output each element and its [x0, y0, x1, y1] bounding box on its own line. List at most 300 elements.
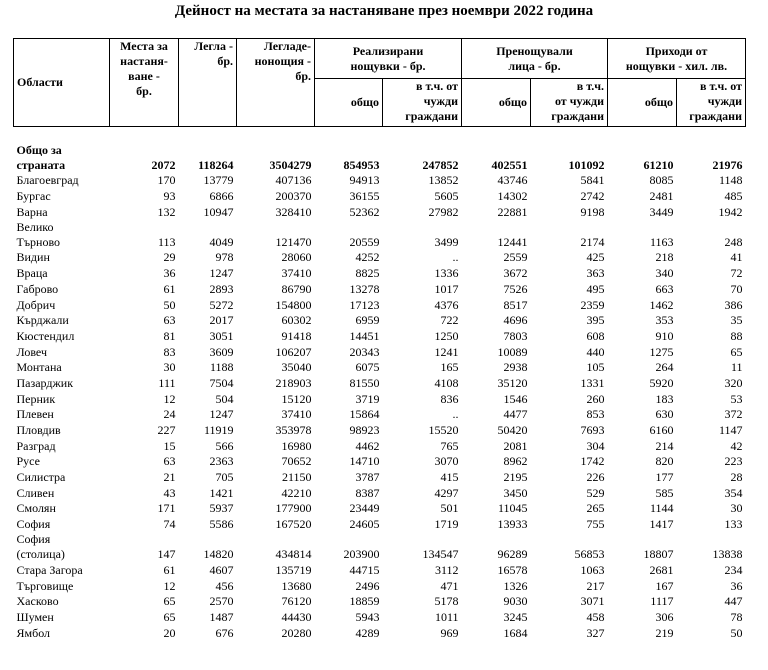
table-cell: 705 — [215, 470, 234, 485]
table-row — [14, 297, 746, 313]
region-name: София — [16, 517, 51, 532]
header-nights-total: общо — [315, 79, 383, 127]
table-cell: 14451 — [349, 328, 380, 343]
table-cell: 1011 — [434, 609, 459, 624]
table-cell: 978 — [215, 250, 234, 265]
table-cell: 27982 — [428, 204, 459, 219]
table-cell: 407136 — [275, 173, 312, 188]
table-cell: 183 — [655, 391, 674, 406]
table-cell: 106207 — [275, 344, 312, 359]
table-cell: 8962 — [503, 454, 528, 469]
table-cell: 2081 — [503, 438, 528, 453]
table-cell: 1241 — [434, 344, 459, 359]
table-cell: 44715 — [349, 562, 380, 577]
table-cell: 5841 — [580, 173, 605, 188]
table-cell: 969 — [440, 625, 459, 640]
table-cell: 218 — [655, 250, 674, 265]
region-name: Добрич — [16, 297, 56, 312]
table-cell: 2072 — [151, 157, 176, 172]
table-cell: 43 — [163, 485, 176, 500]
table-cell: 485 — [724, 189, 743, 204]
table-cell: 304 — [586, 438, 605, 453]
table-cell: 63 — [163, 313, 176, 328]
table-cell: .. — [452, 407, 459, 422]
table-cell: 12441 — [497, 234, 528, 249]
table-cell: 4477 — [503, 407, 528, 422]
table-cell: 566 — [215, 438, 234, 453]
table-cell: 101092 — [568, 157, 605, 172]
table-row — [14, 438, 746, 454]
table-cell: 471 — [440, 578, 459, 593]
table-cell: 203900 — [343, 547, 380, 562]
table-cell: 6866 — [209, 189, 234, 204]
region-name: Търговище — [16, 578, 74, 593]
table-cell: 61 — [163, 281, 176, 296]
table-cell: 227 — [157, 423, 176, 437]
table-cell: 676 — [215, 625, 234, 640]
table-row — [14, 578, 746, 594]
table-cell: 2481 — [649, 189, 674, 204]
region-name: Кърджали — [16, 313, 69, 328]
page-title: Дейност на местата за настаняване през ноември 2022 година — [174, 3, 594, 19]
table-cell: 1421 — [209, 485, 234, 500]
table-cell: 165 — [440, 360, 459, 375]
table-cell: 363 — [586, 266, 605, 281]
table-cell: 7693 — [580, 423, 605, 437]
table-cell: 1742 — [580, 454, 605, 469]
region-name: Благоевград — [16, 173, 79, 188]
table-cell: 4049 — [209, 234, 234, 249]
table-cell: 1063 — [580, 562, 605, 577]
table-cell: 70 — [730, 281, 743, 296]
table-cell: 23449 — [349, 501, 380, 516]
table-cell: 1247 — [209, 266, 234, 281]
region-name: Враца — [16, 266, 48, 281]
table-cell: 3499 — [434, 234, 459, 249]
table-cell: 11 — [730, 360, 743, 375]
table-cell: 94913 — [349, 173, 380, 188]
table-cell: 3112 — [434, 562, 459, 577]
table-cell: 2195 — [503, 470, 528, 485]
table-cell: 1147 — [718, 423, 743, 437]
table-cell: 21 — [163, 470, 176, 485]
table-cell: 218903 — [275, 375, 312, 390]
table-cell: 265 — [586, 501, 605, 516]
table-cell: 170 — [157, 173, 176, 188]
header-bednights: Легладе- нонощия - бр. — [237, 39, 315, 127]
table-cell: 72 — [730, 266, 743, 281]
table-cell: 14710 — [349, 454, 380, 469]
table-cell: 8825 — [355, 266, 380, 281]
table-cell: 2017 — [209, 313, 234, 328]
table-cell: 18807 — [643, 547, 674, 562]
table-cell: 42210 — [281, 485, 312, 500]
table-cell: 20280 — [281, 625, 312, 640]
table-cell: 3070 — [434, 454, 459, 469]
table-cell: 354 — [724, 485, 743, 500]
region-name: Плевен — [16, 407, 54, 422]
table-cell: 2496 — [355, 578, 380, 593]
table-cell: 96289 — [497, 547, 528, 562]
table-cell: 81550 — [349, 375, 380, 390]
table-cell: 60302 — [281, 313, 312, 328]
table-cell: 5178 — [434, 594, 459, 609]
table-cell: 133 — [724, 517, 743, 532]
table-cell: 1546 — [503, 391, 528, 406]
table-cell: 3504279 — [269, 157, 312, 172]
table-cell: 3245 — [503, 609, 528, 624]
table-cell: 755 — [586, 517, 605, 532]
table-row — [14, 375, 746, 391]
header-persons-total: общо — [462, 79, 531, 127]
table-cell: 44430 — [281, 609, 312, 624]
table-row — [14, 188, 746, 204]
table-cell: 854953 — [343, 157, 380, 172]
table-cell: 7504 — [209, 375, 234, 390]
table-cell: 121470 — [275, 234, 312, 249]
table-cell: 9198 — [580, 204, 605, 219]
region-name: Стара Загора — [16, 562, 83, 577]
region-name: Пловдив — [16, 423, 61, 437]
table-cell: 12 — [163, 391, 176, 406]
table-cell: 3450 — [503, 485, 528, 500]
table-cell: 214 — [655, 438, 674, 453]
table-cell: 1462 — [649, 297, 674, 312]
table-row — [14, 609, 746, 625]
table-cell: 43746 — [497, 173, 528, 188]
table-cell: 1326 — [503, 578, 528, 593]
region-name: Шумен — [16, 609, 54, 624]
table-cell: 3051 — [209, 328, 234, 343]
table-cell: 86790 — [281, 281, 312, 296]
table-cell: 24 — [163, 407, 176, 422]
table-cell: 15 — [163, 438, 176, 453]
region-name: Общо за страната — [16, 142, 66, 172]
table-row — [14, 220, 746, 250]
table-cell: 663 — [655, 281, 674, 296]
table-cell: 50 — [163, 297, 176, 312]
table-cell: 2742 — [580, 189, 605, 204]
region-name: Ямбол — [16, 625, 51, 640]
table-cell: 217 — [586, 578, 605, 593]
table-cell: 21150 — [281, 470, 312, 485]
region-name: Монтана — [16, 360, 62, 375]
table-cell: 2681 — [649, 562, 674, 577]
table-cell: 5943 — [355, 609, 380, 624]
table-cell: 425 — [586, 250, 605, 265]
header-beds: Легла - бр. — [179, 39, 237, 127]
table-row — [14, 360, 746, 376]
table-row — [14, 344, 746, 360]
table-cell: 529 — [586, 485, 605, 500]
table-cell: 132 — [157, 204, 176, 219]
table-cell: 1163 — [649, 234, 674, 249]
table-cell: 440 — [586, 344, 605, 359]
table-cell: 4462 — [355, 438, 380, 453]
table-cell: 29 — [163, 250, 176, 265]
table-cell: 28 — [730, 470, 743, 485]
table-cell: 98923 — [349, 423, 380, 437]
table-cell: 1719 — [434, 517, 459, 532]
table-row — [14, 501, 746, 517]
table-cell: 13838 — [712, 547, 743, 562]
table-cell: 171 — [157, 501, 176, 516]
region-name: Пазарджик — [16, 375, 74, 390]
table-cell: 16578 — [497, 562, 528, 577]
table-cell: 1117 — [650, 594, 674, 609]
table-cell: 83 — [163, 344, 176, 359]
table-cell: 10947 — [203, 204, 234, 219]
table-cell: 36 — [730, 578, 743, 593]
table-cell: 13680 — [281, 578, 312, 593]
table-cell: 1336 — [434, 266, 459, 281]
table-cell: 434814 — [275, 547, 312, 562]
table-cell: 458 — [586, 609, 605, 624]
table-cell: 495 — [586, 281, 605, 296]
table-cell: 105 — [586, 360, 605, 375]
header-region: Области — [14, 39, 110, 127]
table-cell: 1684 — [503, 625, 528, 640]
table-cell: 147 — [157, 547, 176, 562]
table-row — [14, 204, 746, 220]
table-row — [14, 562, 746, 578]
table-cell: 42 — [730, 438, 743, 453]
table-cell: 30 — [730, 501, 743, 516]
table-cell: 264 — [655, 360, 674, 375]
table-cell: 4376 — [434, 297, 459, 312]
table-cell: 1275 — [649, 344, 674, 359]
table-cell: 177 — [655, 470, 674, 485]
table-cell: 6160 — [649, 423, 674, 437]
table-cell: 247852 — [422, 157, 459, 172]
table-cell: 74 — [163, 517, 176, 532]
table-row — [14, 173, 746, 189]
region-name: Бургас — [16, 189, 51, 204]
table-cell: 3719 — [355, 391, 380, 406]
table-cell: 2559 — [503, 250, 528, 265]
table-cell: 5272 — [209, 297, 234, 312]
table-cell: 16980 — [281, 438, 312, 453]
table-cell: 2893 — [209, 281, 234, 296]
table-cell: 8387 — [355, 485, 380, 500]
header-revenue: Приходи от нощувки - хил. лв. — [608, 39, 746, 79]
table-cell: 113 — [157, 234, 176, 249]
table-cell: 36 — [163, 266, 176, 281]
table-cell: 5920 — [649, 375, 674, 390]
table-cell: 10089 — [497, 344, 528, 359]
table-cell: 910 — [655, 328, 674, 343]
table-cell: 765 — [440, 438, 459, 453]
table-cell: 111 — [158, 375, 176, 390]
table-cell: 70652 — [281, 454, 312, 469]
table-cell: 248 — [724, 234, 743, 249]
table-cell: 18859 — [349, 594, 380, 609]
table-cell: 81 — [163, 328, 176, 343]
table-cell: 9030 — [503, 594, 528, 609]
table-cell: 1144 — [649, 501, 674, 516]
table-cell: 7526 — [503, 281, 528, 296]
header-persons-foreign: в т.ч. от чужди граждани — [531, 79, 608, 127]
table-cell: 11045 — [497, 501, 528, 516]
table-cell: 853 — [586, 407, 605, 422]
table-cell: 56853 — [574, 547, 605, 562]
table-cell: 35120 — [497, 375, 528, 390]
table-cell: 11919 — [203, 423, 234, 437]
table-row — [14, 265, 746, 281]
header-nights: Реализирани нощувки - бр. — [315, 39, 462, 79]
table-cell: 630 — [655, 407, 674, 422]
table-cell: 63 — [163, 454, 176, 469]
table-cell: 447 — [724, 594, 743, 609]
table-cell: 76120 — [281, 594, 312, 609]
table-cell: 260 — [586, 391, 605, 406]
table-cell: 154800 — [275, 297, 312, 312]
table-cell: 219 — [655, 625, 674, 640]
table-cell: 340 — [655, 266, 674, 281]
table-cell: 15864 — [349, 407, 380, 422]
region-name: Силистра — [16, 470, 66, 485]
table-body — [14, 127, 746, 641]
table-row — [14, 594, 746, 610]
table-cell: 6075 — [355, 360, 380, 375]
region-name: Русе — [16, 454, 40, 469]
table-cell: 13852 — [428, 173, 459, 188]
region-name: Ловеч — [16, 344, 47, 359]
table-row — [14, 625, 746, 641]
region-name: Габрово — [16, 281, 59, 296]
table-row — [14, 532, 746, 562]
table-cell: 3787 — [355, 470, 380, 485]
table-cell: 7803 — [503, 328, 528, 343]
table-row — [14, 454, 746, 470]
table-cell: 22881 — [497, 204, 528, 219]
table-cell: 2938 — [503, 360, 528, 375]
table-cell: 135719 — [275, 562, 312, 577]
region-name: Видин — [16, 250, 50, 265]
table-cell: 5937 — [209, 501, 234, 516]
table-cell: 5605 — [434, 189, 459, 204]
table-cell: 61210 — [643, 157, 674, 172]
table-cell: 167 — [655, 578, 674, 593]
table-cell: .. — [452, 250, 459, 265]
table-cell: 118264 — [198, 157, 234, 172]
table-cell: 20 — [163, 625, 176, 640]
table-cell: 3449 — [649, 204, 674, 219]
table-row — [14, 250, 746, 266]
table-cell: 353 — [655, 313, 674, 328]
table-cell: 37410 — [281, 407, 312, 422]
table-cell: 93 — [163, 189, 176, 204]
table-row — [14, 391, 746, 407]
table-cell: 61 — [163, 562, 176, 577]
table-cell: 78 — [730, 609, 743, 624]
table-row — [14, 407, 746, 423]
table-cell: 65 — [163, 594, 176, 609]
table-cell: 13779 — [203, 173, 234, 188]
header-places: Места за настаня- ване - бр. — [110, 39, 179, 127]
table-cell: 8517 — [503, 297, 528, 312]
table-cell: 14302 — [497, 189, 528, 204]
table-cell: 415 — [440, 470, 459, 485]
table-cell: 177900 — [275, 501, 312, 516]
table-cell: 4696 — [503, 313, 528, 328]
table-cell: 13933 — [497, 517, 528, 532]
table-cell: 320 — [724, 375, 743, 390]
table-cell: 234 — [724, 562, 743, 577]
header-nights-foreign: в т.ч. от чужди граждани — [383, 79, 462, 127]
table-cell: 65 — [730, 344, 743, 359]
region-name: Велико Търново — [16, 219, 61, 249]
table-cell: 15120 — [281, 391, 312, 406]
table-cell: 1487 — [209, 609, 234, 624]
table-cell: 3071 — [580, 594, 605, 609]
table-cell: 35040 — [281, 360, 312, 375]
region-name: Хасково — [16, 594, 59, 609]
header-revenue-total: общо — [608, 79, 677, 127]
header-persons: Пренощували лица - бр. — [462, 39, 608, 79]
table-cell: 50420 — [497, 423, 528, 437]
table-cell: 52362 — [349, 204, 380, 219]
table-cell: 2570 — [209, 594, 234, 609]
table-cell: 17123 — [349, 297, 380, 312]
table-cell: 327 — [586, 625, 605, 640]
table-cell: 65 — [163, 609, 176, 624]
table-cell: 402551 — [491, 157, 528, 172]
table-cell: 14820 — [203, 547, 234, 562]
table-cell: 3672 — [503, 266, 528, 281]
table-cell: 88 — [730, 328, 743, 343]
table-row — [14, 313, 746, 329]
region-name: Варна — [16, 204, 48, 219]
table-cell: 200370 — [275, 189, 312, 204]
table-cell: 28060 — [281, 250, 312, 265]
table-cell: 4289 — [355, 625, 380, 640]
table-cell: 4108 — [434, 375, 459, 390]
table-cell: 4607 — [209, 562, 234, 577]
table-cell: 30 — [163, 360, 176, 375]
table-cell: 1188 — [209, 360, 234, 375]
table-cell: 386 — [724, 297, 743, 312]
table-cell: 2174 — [580, 234, 605, 249]
table-cell: 328410 — [275, 204, 312, 219]
table-cell: 501 — [440, 501, 459, 516]
table-cell: 1417 — [649, 517, 674, 532]
table-cell: 608 — [586, 328, 605, 343]
table-cell: 456 — [215, 578, 234, 593]
table-row — [14, 469, 746, 485]
table-cell: 353978 — [275, 423, 312, 437]
table-cell: 12 — [163, 578, 176, 593]
table-row — [14, 485, 746, 501]
table-cell: 585 — [655, 485, 674, 500]
table-cell: 15520 — [428, 423, 459, 437]
table-cell: 395 — [586, 313, 605, 328]
table-cell: 21976 — [712, 157, 743, 172]
table-row — [14, 328, 746, 344]
table-cell: 372 — [724, 407, 743, 422]
region-name: Разград — [16, 438, 56, 453]
table-cell: 20559 — [349, 234, 380, 249]
table-cell: 41 — [730, 250, 743, 265]
table-header — [14, 39, 746, 127]
table-cell: 1942 — [718, 204, 743, 219]
table-cell: 1331 — [580, 375, 605, 390]
region-name: Перник — [16, 391, 56, 406]
region-name: София (столица) — [16, 532, 65, 562]
table-cell: 223 — [724, 454, 743, 469]
table-cell: 36155 — [349, 189, 380, 204]
table-cell: 1247 — [209, 407, 234, 422]
